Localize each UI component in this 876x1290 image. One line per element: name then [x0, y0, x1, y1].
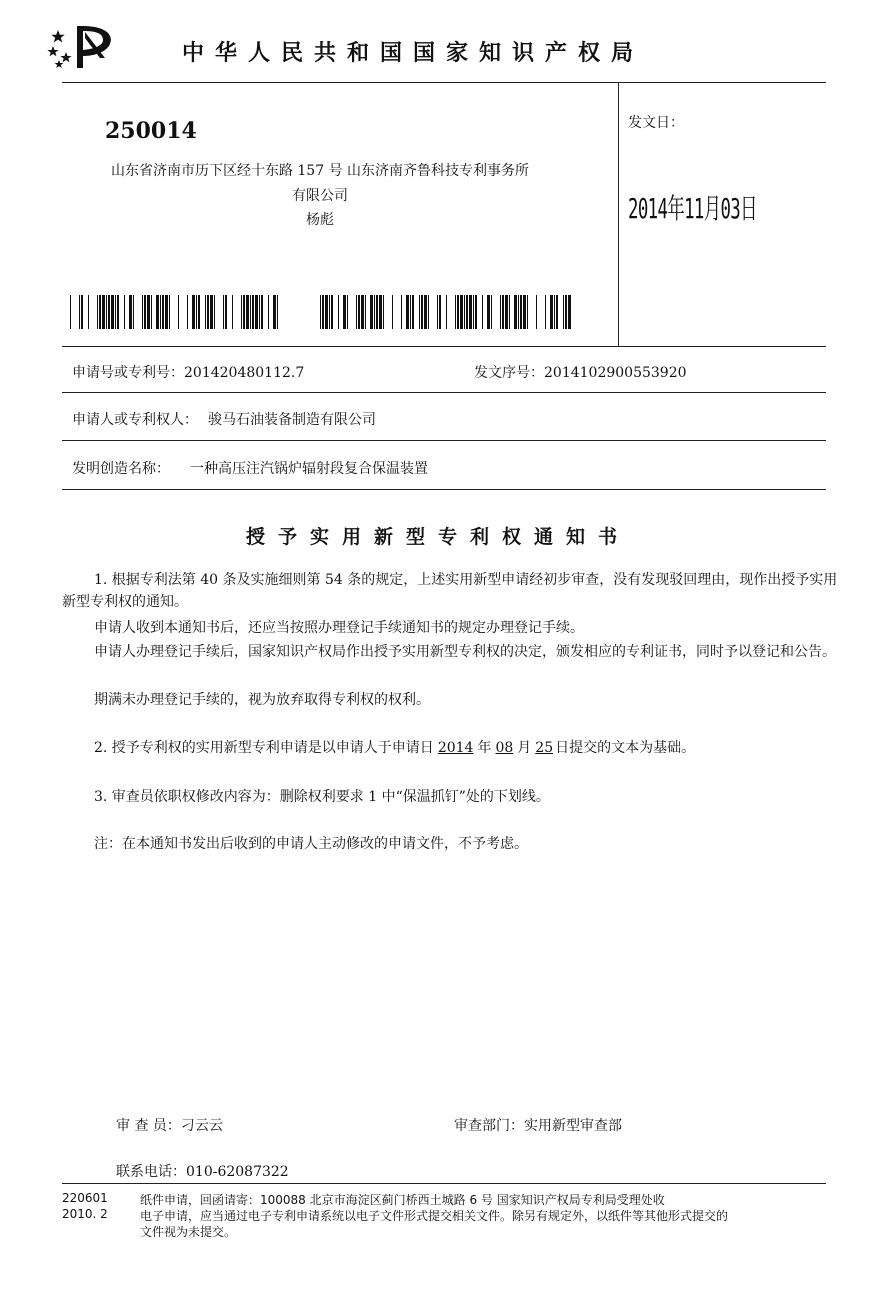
application-number-label: 申请号或专利号： — [72, 365, 184, 381]
application-number: 201420480112.7 — [184, 365, 305, 381]
field-divider-2 — [62, 440, 826, 441]
address-line-1: 山东省济南市历下区经十东路 157 号 山东济南齐鲁科技专利事务所 — [110, 163, 530, 179]
applicant-name: 骏马石油装备制造有限公司 — [208, 412, 376, 428]
form-code: 220601 — [62, 1191, 108, 1205]
serial-number: 2014102900553920 — [544, 365, 687, 381]
applicant-label: 申请人或专利权人： — [72, 412, 198, 428]
footer-line-1: 纸件申请，回函请寄：100088 北京市海淀区蓟门桥西土城路 6 号 国家知识产权局专利局受理处收 — [140, 1193, 665, 1207]
filing-year-unit: 年 — [477, 740, 492, 756]
form-version: 2010. 2 — [62, 1207, 108, 1221]
paragraph-3: 申请人办理登记手续后，国家知识产权局作出授予实用新型专利权的决定，颁发相应的专利证书，同时予以登记和公告。 — [94, 644, 836, 660]
filing-year: 2014 — [437, 740, 474, 756]
invention-name: 一种高压注汽锅炉辐射段复合保温装置 — [190, 461, 428, 477]
postcode: 250014 — [105, 118, 197, 144]
p5-suffix: 日提交的文本为基础。 — [555, 740, 696, 756]
issue-date-label: 发文日： — [628, 115, 684, 131]
recipient-name: 杨彪 — [306, 212, 334, 228]
issue-date-value: 2014年11月03日 — [628, 192, 757, 225]
address-bottom-divider — [62, 346, 826, 347]
examiner: 审 查 员：刁云云 — [116, 1118, 223, 1134]
department: 审查部门：实用新型审查部 — [454, 1118, 622, 1134]
serial-number-label: 发文序号： — [474, 365, 544, 381]
barcode-left — [70, 295, 280, 329]
document-title: 授予实用新型专利权通知书 — [245, 526, 630, 548]
paragraph-6: 3. 审查员依职权修改内容为：删除权利要求 1 中“保温抓钉”处的下划线。 — [94, 789, 550, 805]
header-divider — [62, 82, 826, 83]
filing-day: 25 — [535, 740, 554, 756]
field-divider-3 — [62, 489, 826, 490]
contact-phone: 联系电话：010-62087322 — [116, 1164, 289, 1180]
agency-name: 中华人民共和国国家知识产权局 — [182, 41, 645, 66]
paragraph-2: 申请人收到本通知书后，还应当按照办理登记手续通知书的规定办理登记手续。 — [94, 620, 584, 636]
paragraph-4: 期满未办理登记手续的，视为放弃取得专利权的权利。 — [94, 692, 430, 708]
filing-month-unit: 月 — [517, 740, 532, 756]
footer-line-3: 文件视为未提交。 — [140, 1225, 237, 1239]
barcode-right — [320, 295, 572, 329]
cnipa-logo — [45, 22, 115, 70]
note: 注：在本通知书发出后收到的申请人主动修改的申请文件，不予考虑。 — [94, 836, 528, 852]
application-number-row — [72, 362, 304, 382]
filing-month: 08 — [495, 740, 514, 756]
paragraph-5 — [62, 737, 842, 759]
field-divider-1 — [62, 392, 826, 393]
invention-row — [72, 458, 428, 478]
serial-number-row — [474, 362, 687, 382]
address-line-2: 有限公司 — [292, 188, 348, 204]
p5-prefix: 2. 授予专利权的实用新型专利申请是以申请人于申请日 — [94, 740, 434, 756]
footer-line-2: 电子申请，应当通过电子专利申请系统以电子文件形式提交相关文件。除另有规定外，以纸件等其他形式提交的 — [140, 1209, 729, 1223]
paragraph-1: 1. 根据专利法第 40 条及实施细则第 54 条的规定，上述实用新型申请经初步审查，没有发现驳回理由，现作出授予实用新型专利权的通知。 — [62, 572, 838, 610]
invention-label: 发明创造名称： — [72, 461, 170, 477]
applicant-row — [72, 409, 376, 429]
footer-divider — [62, 1183, 826, 1184]
address-date-divider — [618, 83, 619, 346]
